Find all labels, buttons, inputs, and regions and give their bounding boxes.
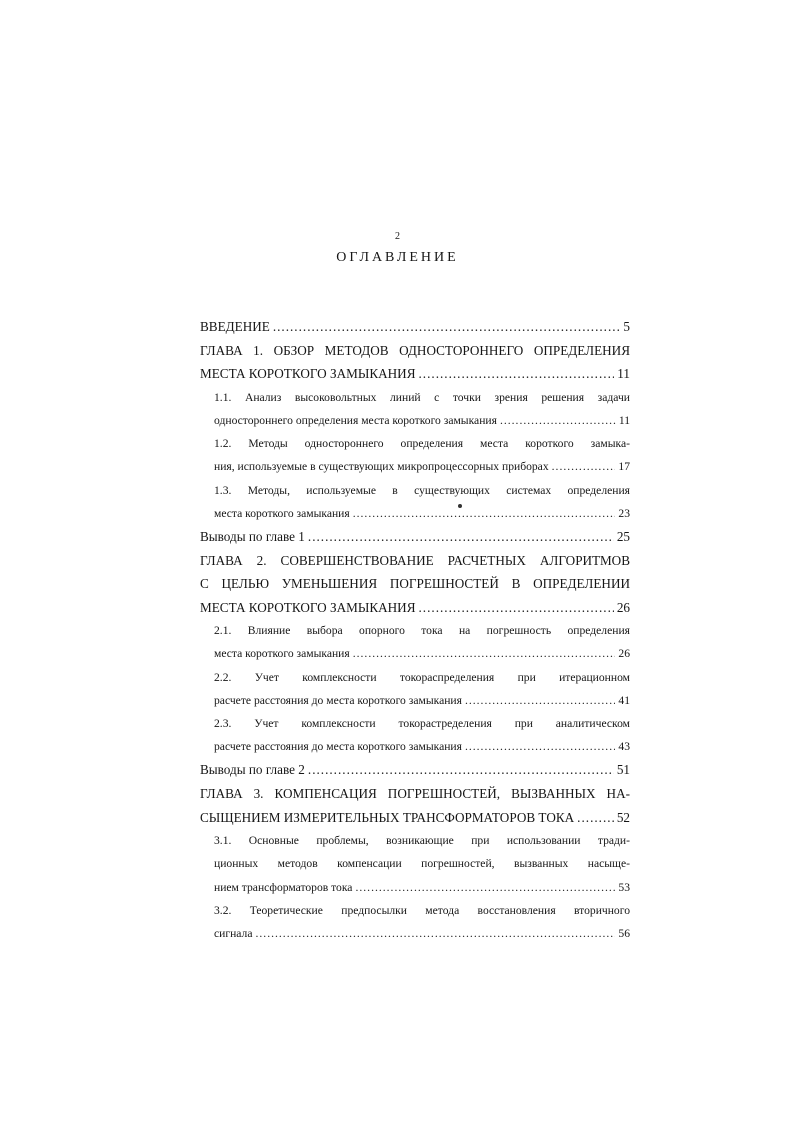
ink-spot xyxy=(458,504,462,508)
toc-entry[interactable] xyxy=(200,549,630,620)
dot-leader xyxy=(308,758,614,782)
toc-entry-text: сигнала xyxy=(214,926,253,940)
toc-entry-final-line xyxy=(214,502,630,525)
toc-entry-line: С ЦЕЛЬЮ УМЕНЬШЕНИЯ ПОГРЕШНОСТЕЙ В ОПРЕДЕЛЕНИИ xyxy=(200,576,630,592)
dot-leader xyxy=(355,876,615,899)
toc-entry-line: 1.3. Методы, используемые в существующих системах определения xyxy=(214,483,630,497)
toc-entry-final-line xyxy=(200,758,630,782)
dot-leader xyxy=(419,596,614,620)
dot-leader xyxy=(256,922,616,945)
toc-entry-line: 3.2. Теоретические предпосылки метода восстановления вторичного xyxy=(214,903,630,917)
toc-page-number: 5 xyxy=(623,319,630,334)
toc-entry-text: нием трансформаторов тока xyxy=(214,880,353,894)
toc-entry-final-line xyxy=(214,642,630,665)
toc-entry-text: Выводы по главе 1 xyxy=(200,528,305,544)
toc-page-number: 26 xyxy=(618,647,630,661)
toc-entry-text: МЕСТА КОРОТКОГО ЗАМЫКАНИЯ xyxy=(200,599,416,615)
toc-entry-final-line xyxy=(214,922,630,945)
dot-leader xyxy=(465,735,615,758)
toc-entry[interactable] xyxy=(200,829,630,899)
toc-entry-final-line xyxy=(200,315,630,339)
toc-entry-line: 1.1. Анализ высоковольтных линий с точки зрения решения задачи xyxy=(214,390,630,404)
toc-entry-line: 2.3. Учет комплексности токорастределения при аналитическом xyxy=(214,717,630,731)
toc-title: ОГЛАВЛЕНИЕ xyxy=(336,250,459,265)
toc-entry-text: расчете расстояния до места короткого замыкания xyxy=(214,740,462,754)
table-of-contents xyxy=(200,315,630,945)
toc-entry-final-line xyxy=(214,689,630,712)
toc-entry-final-line xyxy=(214,876,630,899)
toc-entry[interactable] xyxy=(200,899,630,945)
toc-entry-text: СЫЩЕНИЕМ ИЗМЕРИТЕЛЬНЫХ ТРАНСФОРМАТОРОВ ТОКА xyxy=(200,809,575,825)
toc-entry-line: 1.2. Методы одностороннего определения места короткого замыка- xyxy=(214,437,630,451)
toc-entry-text: Выводы по главе 2 xyxy=(200,762,305,778)
toc-page-number: 51 xyxy=(616,762,630,778)
toc-page-number: 17 xyxy=(618,460,630,474)
dot-leader xyxy=(552,455,616,478)
toc-page-number: 11 xyxy=(617,366,630,382)
toc-entry-final-line xyxy=(214,455,630,478)
toc-page-number: 56 xyxy=(618,926,630,940)
toc-entry-line: ГЛАВА 3. КОМПЕНСАЦИЯ ПОГРЕШНОСТЕЙ, ВЫЗВАННЫХ НА- xyxy=(200,786,630,801)
dot-leader xyxy=(500,409,616,432)
toc-entry[interactable] xyxy=(200,782,630,829)
toc-entry-text: места короткого замыкания xyxy=(214,647,350,661)
toc-page-number: 25 xyxy=(616,528,630,544)
toc-entry-final-line xyxy=(200,806,630,830)
toc-page-number: 53 xyxy=(618,880,630,894)
dot-leader xyxy=(353,642,616,665)
toc-entry[interactable] xyxy=(200,339,630,386)
toc-entry-line: 3.1. Основные проблемы, возникающие при использовании тради- xyxy=(214,834,630,848)
toc-page-number: 11 xyxy=(618,413,630,427)
toc-entry-text: места короткого замыкания xyxy=(214,506,350,520)
toc-entry[interactable] xyxy=(200,386,630,432)
dot-leader xyxy=(273,315,621,339)
toc-entry-line: ГЛАВА 1. ОБЗОР МЕТОДОВ ОДНОСТОРОННЕГО ОПРЕДЕЛЕНИЯ xyxy=(200,342,630,358)
dot-leader xyxy=(419,362,615,386)
toc-entry-line: 2.1. Влияние выбора опорного тока на погрешность определения xyxy=(214,624,630,638)
toc-page-number: 23 xyxy=(618,506,630,520)
toc-page-number: 52 xyxy=(616,809,630,825)
toc-entry-final-line xyxy=(214,735,630,758)
dot-leader xyxy=(577,806,614,830)
dot-leader xyxy=(465,689,615,712)
toc-entry-text: ВВЕДЕНИЕ xyxy=(200,319,270,334)
toc-entry[interactable] xyxy=(200,758,630,782)
toc-entry-text: МЕСТА КОРОТКОГО ЗАМЫКАНИЯ xyxy=(200,366,416,382)
toc-entry-text: расчете расстояния до места короткого замыкания xyxy=(214,693,462,707)
page-number: 2 xyxy=(395,231,400,242)
dot-leader xyxy=(353,502,616,525)
toc-entry[interactable] xyxy=(200,479,630,525)
dot-leader xyxy=(308,525,614,549)
toc-entry[interactable] xyxy=(200,666,630,712)
toc-entry[interactable] xyxy=(200,712,630,758)
toc-entry-text: ния, используемые в существующих микропроцессорных приборах xyxy=(214,460,549,474)
toc-entry-text: одностороннего определения места короткого замыкания xyxy=(214,413,497,427)
toc-entry[interactable] xyxy=(200,432,630,478)
toc-entry[interactable] xyxy=(200,525,630,549)
toc-entry-final-line xyxy=(200,525,630,549)
toc-entry-line: ционных методов компенсации погрешностей, вызванных насыще- xyxy=(214,857,630,871)
toc-entry-final-line xyxy=(200,362,630,386)
toc-entry-final-line xyxy=(200,596,630,620)
toc-entry-line: 2.2. Учет комплексности токораспределения при итерационном xyxy=(214,670,630,684)
toc-entry[interactable] xyxy=(200,619,630,665)
toc-page-number: 43 xyxy=(618,740,630,754)
toc-page-number: 26 xyxy=(616,599,630,615)
toc-entry[interactable] xyxy=(200,315,630,339)
toc-entry-line: ГЛАВА 2. СОВЕРШЕНСТВОВАНИЕ РАСЧЕТНЫХ АЛГОРИТМОВ xyxy=(200,552,630,568)
toc-page-number: 41 xyxy=(618,693,630,707)
toc-entry-final-line xyxy=(214,409,630,432)
